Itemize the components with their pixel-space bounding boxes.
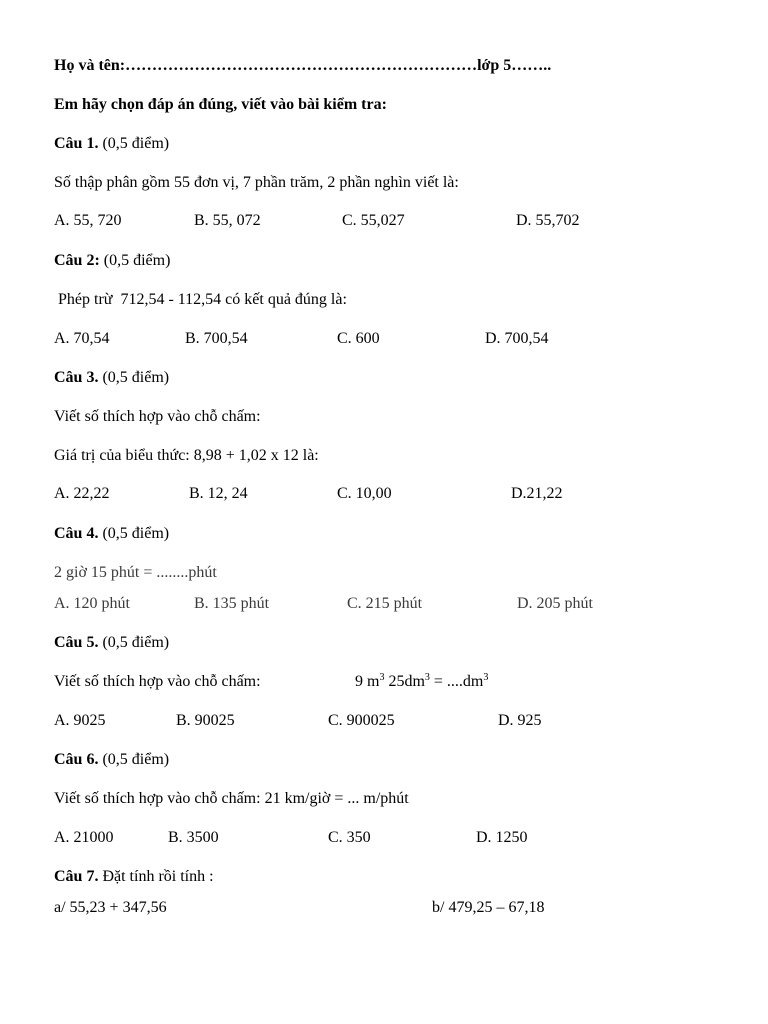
q5-option-d: D. 925	[498, 712, 542, 729]
question-label: Câu 5.	[54, 634, 99, 651]
question-points: (0,5 điểm)	[98, 751, 170, 768]
q6-option-d: D. 1250	[476, 829, 528, 846]
expr-part: 9 m	[355, 673, 380, 690]
q2-option-d: D. 700,54	[485, 330, 549, 347]
q4-option-a: A. 120 phút	[54, 595, 130, 612]
question-3-text-1: Viết số thích hợp vào chỗ chấm:	[54, 408, 261, 425]
question-label: Câu 7.	[54, 868, 99, 885]
name-line: Họ và tên:…………………………………………………………lớp 5……..	[54, 57, 552, 74]
question-6-text: Viết số thích hợp vào chỗ chấm: 21 km/giờ = ... m/phút	[54, 790, 409, 807]
question-points: (0,5 điểm)	[98, 369, 170, 386]
q3-option-d: D.21,22	[511, 485, 563, 502]
question-label: Câu 4.	[54, 525, 99, 542]
q5-option-c: C. 900025	[328, 712, 395, 729]
exponent: 3	[483, 672, 489, 683]
question-4-heading	[54, 524, 169, 544]
question-label: Câu 3.	[54, 369, 99, 386]
question-5-expression	[355, 672, 488, 692]
q5-option-b: B. 90025	[176, 712, 235, 729]
instruction: Em hãy chọn đáp án đúng, viết vào bài kiểm tra:	[54, 96, 387, 113]
q3-option-c: C. 10,00	[337, 485, 392, 502]
exponent: 3	[424, 672, 430, 683]
question-3-text-2: Giá trị của biểu thức: 8,98 + 1,02 x 12 là:	[54, 447, 319, 464]
expr-part: = ....dm	[429, 673, 484, 690]
q4-option-b: B. 135 phút	[194, 595, 270, 612]
question-2-heading	[54, 251, 170, 271]
question-points: (0,5 điểm)	[98, 634, 170, 651]
q2-option-a: A. 70,54	[54, 330, 110, 347]
q5-option-a: A. 9025	[54, 712, 106, 729]
q1-option-c: C. 55,027	[342, 212, 405, 229]
expr-part: 25dm	[384, 673, 425, 690]
q1-option-a: A. 55, 720	[54, 212, 122, 229]
question-points: (0,5 điểm)	[98, 135, 170, 152]
q6-option-b: B. 3500	[168, 829, 219, 846]
q1-option-d: D. 55,702	[516, 212, 580, 229]
q4-option-d: D. 205 phút	[517, 595, 593, 612]
q7-part-a: a/ 55,23 + 347,56	[54, 899, 167, 916]
question-6-heading	[54, 750, 169, 770]
question-label: Câu 1.	[54, 135, 99, 152]
q7-part-b: b/ 479,25 – 67,18	[432, 899, 545, 916]
q1-option-b: B. 55, 072	[194, 212, 261, 229]
q2-option-c: C. 600	[337, 330, 380, 347]
q3-option-a: A. 22,22	[54, 485, 110, 502]
question-5-heading	[54, 633, 169, 653]
question-1-text: Số thập phân gồm 55 đơn vị, 7 phần trăm, 2 phần nghìn viết là:	[54, 174, 459, 191]
question-2-text: Phép trừ 712,54 - 112,54 có kết quả đúng là:	[54, 291, 347, 308]
exponent: 3	[379, 672, 385, 683]
question-5-text: Viết số thích hợp vào chỗ chấm:	[54, 673, 261, 690]
q4-option-c: C. 215 phút	[347, 595, 423, 612]
q2-option-b: B. 700,54	[185, 330, 248, 347]
q6-option-a: A. 21000	[54, 829, 114, 846]
question-7-heading	[54, 867, 214, 887]
question-4-text: 2 giờ 15 phút = ........phút	[54, 564, 217, 581]
question-1-heading	[54, 134, 169, 154]
question-points: (0,5 điểm)	[99, 252, 171, 269]
question-3-heading	[54, 368, 169, 388]
question-label: Câu 6.	[54, 751, 99, 768]
question-label: Câu 2:	[54, 252, 100, 269]
q6-option-c: C. 350	[328, 829, 371, 846]
q3-option-b: B. 12, 24	[189, 485, 248, 502]
question-7-text: Đặt tính rồi tính :	[98, 868, 214, 885]
question-points: (0,5 điểm)	[98, 525, 170, 542]
